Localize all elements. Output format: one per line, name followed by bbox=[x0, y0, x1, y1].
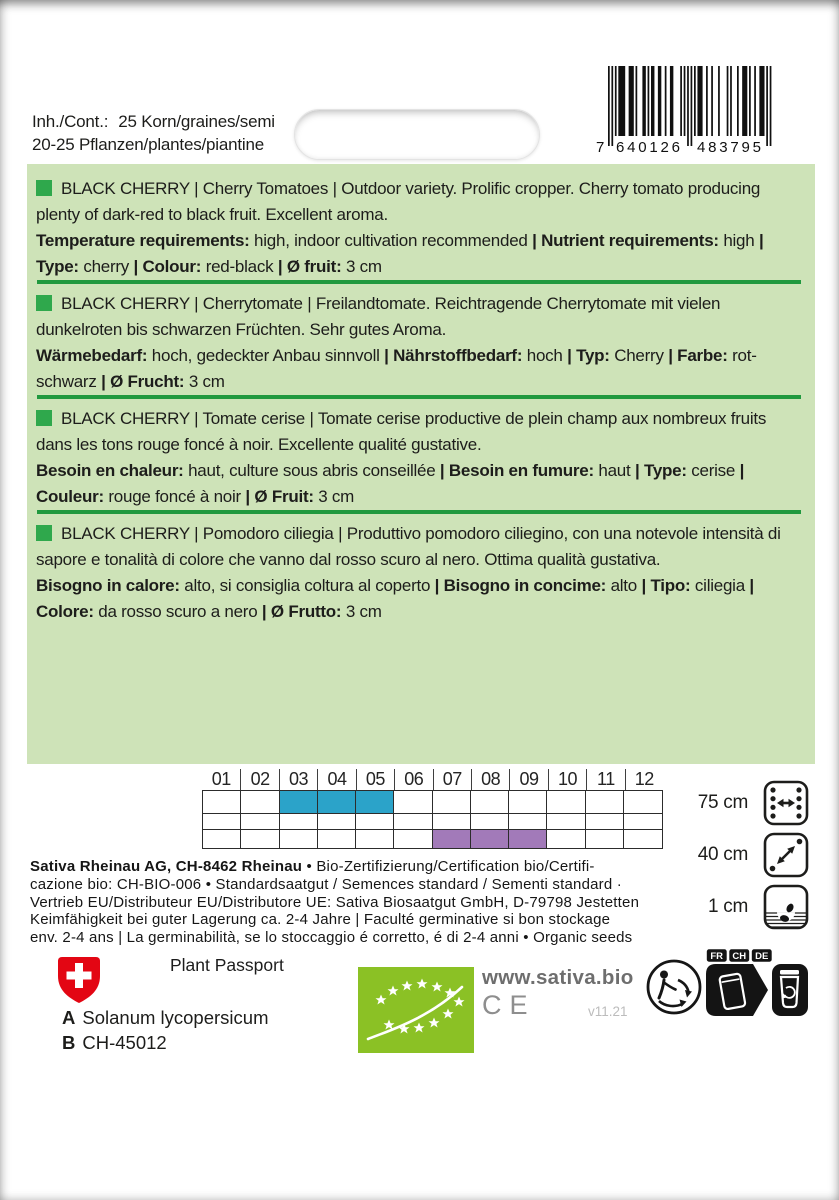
certification-line-4: Keimfähigkeit bei guter Lagerung ca. 2-4 Jahre | Faculté germinative si bon stockage bbox=[30, 911, 611, 929]
calendar-cell bbox=[394, 814, 432, 830]
green-square-icon bbox=[36, 180, 52, 196]
calendar-cell bbox=[203, 814, 241, 830]
spec-value: rouge foncé à noir bbox=[108, 487, 241, 506]
spec-value: Cherry bbox=[614, 346, 664, 365]
spec-label: | Type: bbox=[36, 231, 764, 276]
spec-label: | Ø Frutto: bbox=[261, 602, 342, 621]
barcode-svg bbox=[594, 64, 784, 156]
spec-label: | Type: bbox=[634, 461, 687, 480]
contents-amount: 25 Korn/graines/semi bbox=[118, 112, 275, 131]
calendar-cell bbox=[547, 814, 585, 830]
variety-intro-text: BLACK CHERRY | Tomate cerise | Tomate cerise productive de plein champ aux nombreux fruits dans les tons rouge foncé à noir. Excellente qualité gustative. bbox=[36, 409, 767, 454]
eu-organic-logo bbox=[358, 967, 474, 1053]
calendar-cell bbox=[509, 791, 547, 814]
spec-label: | Ø Frucht: bbox=[101, 372, 185, 391]
certification-text bbox=[30, 858, 639, 947]
hang-slot bbox=[294, 109, 540, 160]
spec-value: haut, culture sous abris conseillée bbox=[188, 461, 436, 480]
green-square-icon bbox=[36, 295, 52, 311]
calendar-cell bbox=[280, 791, 318, 814]
spec-value: red-black bbox=[205, 257, 274, 276]
disposal-country-tabs bbox=[706, 949, 773, 963]
passport-b-value: CH-45012 bbox=[82, 1032, 167, 1053]
barcode-prefix-digit: 7 bbox=[596, 139, 605, 156]
spec-label: | Couleur: bbox=[36, 461, 745, 506]
green-square-icon bbox=[36, 525, 52, 541]
disposal-tab-de: DE bbox=[755, 951, 769, 962]
spec-value: 3 cm bbox=[318, 487, 355, 506]
barcode-right-digits: 483795 bbox=[697, 139, 761, 156]
calendar-cell bbox=[471, 814, 509, 830]
calendar-grid bbox=[202, 790, 663, 849]
spec-value: alto bbox=[610, 576, 637, 595]
calendar-cell bbox=[509, 830, 547, 848]
passport-a-value: Solanum lycopersicum bbox=[82, 1007, 269, 1028]
certification-line-5: env. 2-4 ans | La germinabilità, se lo stoccaggio é corretto, é di 2-4 anni • Organic seeds bbox=[30, 929, 633, 947]
spec-label: | Colour: bbox=[133, 257, 202, 276]
variety-block-fr bbox=[36, 406, 806, 510]
spec-value: high bbox=[723, 231, 755, 250]
barcode bbox=[594, 64, 784, 161]
contents-label: Inh./Cont.: bbox=[32, 112, 109, 131]
calendar-cell bbox=[624, 814, 662, 830]
barcode-bars bbox=[608, 66, 771, 146]
calendar-cell bbox=[394, 791, 432, 814]
calendar-cell bbox=[280, 830, 318, 848]
calendar-cell bbox=[471, 830, 509, 848]
passport-a-label: A bbox=[62, 1007, 76, 1028]
contents-line-2: 20-25 Pflanzen/plantes/piantine bbox=[32, 135, 264, 154]
spec-label: | Ø Fruit: bbox=[245, 487, 314, 506]
calendar-month-label: 01 bbox=[211, 769, 231, 789]
spec-label: | Typ: bbox=[567, 346, 610, 365]
calendar-cell bbox=[586, 830, 624, 848]
divider-line bbox=[37, 510, 801, 514]
certification-line-1-rest: • Bio-Zertifizierung/Certification bio/Certifi- bbox=[302, 858, 595, 875]
calendar-month-label: 04 bbox=[317, 769, 355, 790]
sowing-depth-icon bbox=[763, 884, 809, 930]
spec-label: Besoin en chaleur: bbox=[36, 461, 184, 480]
version-number: v11.21 bbox=[588, 1004, 628, 1019]
calendar-cell bbox=[356, 814, 394, 830]
variety-intro bbox=[36, 176, 806, 228]
calendar-month-label: 09 bbox=[509, 769, 547, 790]
passport-b-label: B bbox=[62, 1032, 76, 1053]
calendar-cell bbox=[586, 791, 624, 814]
disposal-sorting-icon bbox=[702, 947, 809, 1019]
variety-intro bbox=[36, 521, 806, 573]
spec-label: | Farbe: bbox=[668, 346, 728, 365]
calendar-cell bbox=[471, 791, 509, 814]
spec-value: cerise bbox=[691, 461, 736, 480]
divider-line bbox=[37, 280, 801, 284]
passport-line-b bbox=[62, 1030, 268, 1055]
calendar-cell bbox=[318, 830, 356, 848]
certification-line-3: Vertrieb EU/Distributeur EU/Distributore UE: Sativa Biosaatgut GmbH, D-79798 Jestetten bbox=[30, 893, 640, 911]
spec-label: | Besoin en fumure: bbox=[439, 461, 594, 480]
spec-label: Bisogno in calore: bbox=[36, 576, 180, 595]
variety-intro-text: BLACK CHERRY | Cherrytomate | Freilandtomate. Reichtragende Cherrytomate mit vielen dunkelroten bis schwarzen Früchten. Sehr gutes Aroma. bbox=[36, 294, 721, 339]
plant-spacing-entry bbox=[688, 832, 809, 878]
calendar-cell bbox=[318, 791, 356, 814]
sowing-depth-entry bbox=[688, 884, 809, 930]
certification-line-2: cazione bio: CH-BIO-006 • Standardsaatgut / Semences standard / Sementi standard · bbox=[30, 875, 622, 893]
spec-label: | Nutrient requirements: bbox=[532, 231, 719, 250]
spec-value: hoch, gedeckter Anbau sinnvoll bbox=[151, 346, 380, 365]
disposal-tab-fr: FR bbox=[710, 951, 724, 962]
variety-intro bbox=[36, 406, 806, 458]
calendar-cell bbox=[433, 814, 471, 830]
certification-line-1 bbox=[30, 858, 639, 876]
plant-passport-title: Plant Passport bbox=[170, 955, 284, 975]
swiss-flag-icon bbox=[56, 955, 102, 1007]
calendar-month-label: 07 bbox=[433, 769, 471, 790]
variety-intro-text: BLACK CHERRY | Cherry Tomatoes | Outdoor variety. Prolific cropper. Cherry tomato producing plenty of dark-red to black fruit. Excellent aroma. bbox=[36, 179, 761, 224]
calendar-month-label: 05 bbox=[356, 769, 394, 790]
plant-spacing-icon bbox=[763, 832, 809, 878]
contents-line-1 bbox=[32, 110, 275, 133]
barcode-left-digits: 640126 bbox=[616, 139, 680, 156]
calendar-cell bbox=[433, 791, 471, 814]
spec-value: high, indoor cultivation recommended bbox=[254, 231, 528, 250]
calendar-cell bbox=[547, 830, 585, 848]
divider-line bbox=[37, 395, 801, 399]
green-square-icon bbox=[36, 410, 52, 426]
calendar-cell bbox=[241, 791, 279, 814]
spec-value: alto, si consiglia coltura al coperto bbox=[184, 576, 431, 595]
spec-value: ciliegia bbox=[694, 576, 745, 595]
passport-line-a bbox=[62, 1005, 268, 1030]
website-url: www.sativa.bio bbox=[482, 966, 634, 989]
calendar-cell bbox=[241, 814, 279, 830]
spec-value: haut bbox=[598, 461, 631, 480]
spec-value: 3 cm bbox=[345, 257, 382, 276]
calendar-cell bbox=[356, 791, 394, 814]
spec-label: | Ø fruit: bbox=[277, 257, 342, 276]
spec-value: 3 cm bbox=[345, 602, 382, 621]
spec-label: | Bisogno in concime: bbox=[434, 576, 607, 595]
calendar-month-label: 12 bbox=[625, 769, 663, 790]
row-spacing-label: 75 cm bbox=[697, 792, 748, 813]
ce-mark: CE bbox=[482, 990, 536, 1020]
calendar-month-label: 06 bbox=[394, 769, 432, 790]
calendar-cell bbox=[203, 791, 241, 814]
spacing-legend bbox=[688, 780, 809, 930]
calendar-month-label: 02 bbox=[240, 769, 278, 790]
variety-specs bbox=[36, 573, 806, 625]
calendar-month-label: 03 bbox=[279, 769, 317, 790]
calendar-cell bbox=[318, 814, 356, 830]
variety-intro bbox=[36, 291, 806, 343]
spec-value: da rosso scuro a nero bbox=[98, 602, 258, 621]
calendar-cell bbox=[509, 814, 547, 830]
variety-block-it bbox=[36, 521, 806, 625]
spec-label: | Nährstoffbedarf: bbox=[384, 346, 523, 365]
variety-specs bbox=[36, 343, 806, 395]
spec-label: Wärmebedarf: bbox=[36, 346, 148, 365]
calendar-cell bbox=[394, 830, 432, 848]
variety-specs bbox=[36, 458, 806, 510]
calendar-cell bbox=[547, 791, 585, 814]
calendar-month-label: 11 bbox=[586, 769, 624, 790]
spec-value: 3 cm bbox=[188, 372, 225, 391]
variety-intro-text: BLACK CHERRY | Pomodoro ciliegia | Produttivo pomodoro ciliegino, con una notevole intensità di sapore e tonalità di colore che vanno dal rosso scuro al nero. Ottima qualità gustativa. bbox=[36, 524, 781, 569]
triman-recycling-icon bbox=[645, 958, 703, 1016]
variety-specs bbox=[36, 228, 806, 280]
calendar-cell bbox=[586, 814, 624, 830]
plant-spacing-label: 40 cm bbox=[697, 844, 748, 865]
company-name: Sativa Rheinau AG, CH-8462 Rheinau bbox=[30, 858, 303, 875]
variety-block-en bbox=[36, 176, 806, 280]
calendar-cell bbox=[624, 791, 662, 814]
spec-label: | Tipo: bbox=[641, 576, 691, 595]
row-spacing-icon bbox=[763, 780, 809, 826]
calendar-cell bbox=[280, 814, 318, 830]
calendar-cell bbox=[624, 830, 662, 848]
variety-info-panel bbox=[27, 164, 815, 764]
variety-block-de bbox=[36, 291, 806, 395]
contents-info bbox=[32, 110, 275, 156]
sowing-calendar bbox=[202, 769, 663, 849]
calendar-month-label: 08 bbox=[471, 769, 509, 790]
spec-value: rot-schwarz bbox=[36, 346, 757, 391]
calendar-cell bbox=[433, 830, 471, 848]
spec-label: Temperature requirements: bbox=[36, 231, 250, 250]
row-spacing-entry bbox=[688, 780, 809, 826]
disposal-tab-ch: CH bbox=[732, 951, 747, 962]
calendar-month-label: 10 bbox=[548, 769, 586, 790]
calendar-month-header bbox=[202, 769, 663, 790]
sowing-depth-label: 1 cm bbox=[708, 896, 748, 917]
spec-label: | Colore: bbox=[36, 576, 754, 621]
plant-passport-codes bbox=[62, 1005, 268, 1055]
spec-value: cherry bbox=[83, 257, 130, 276]
calendar-cell bbox=[241, 830, 279, 848]
spec-value: hoch bbox=[526, 346, 563, 365]
calendar-cell bbox=[356, 830, 394, 848]
calendar-cell bbox=[203, 830, 241, 848]
